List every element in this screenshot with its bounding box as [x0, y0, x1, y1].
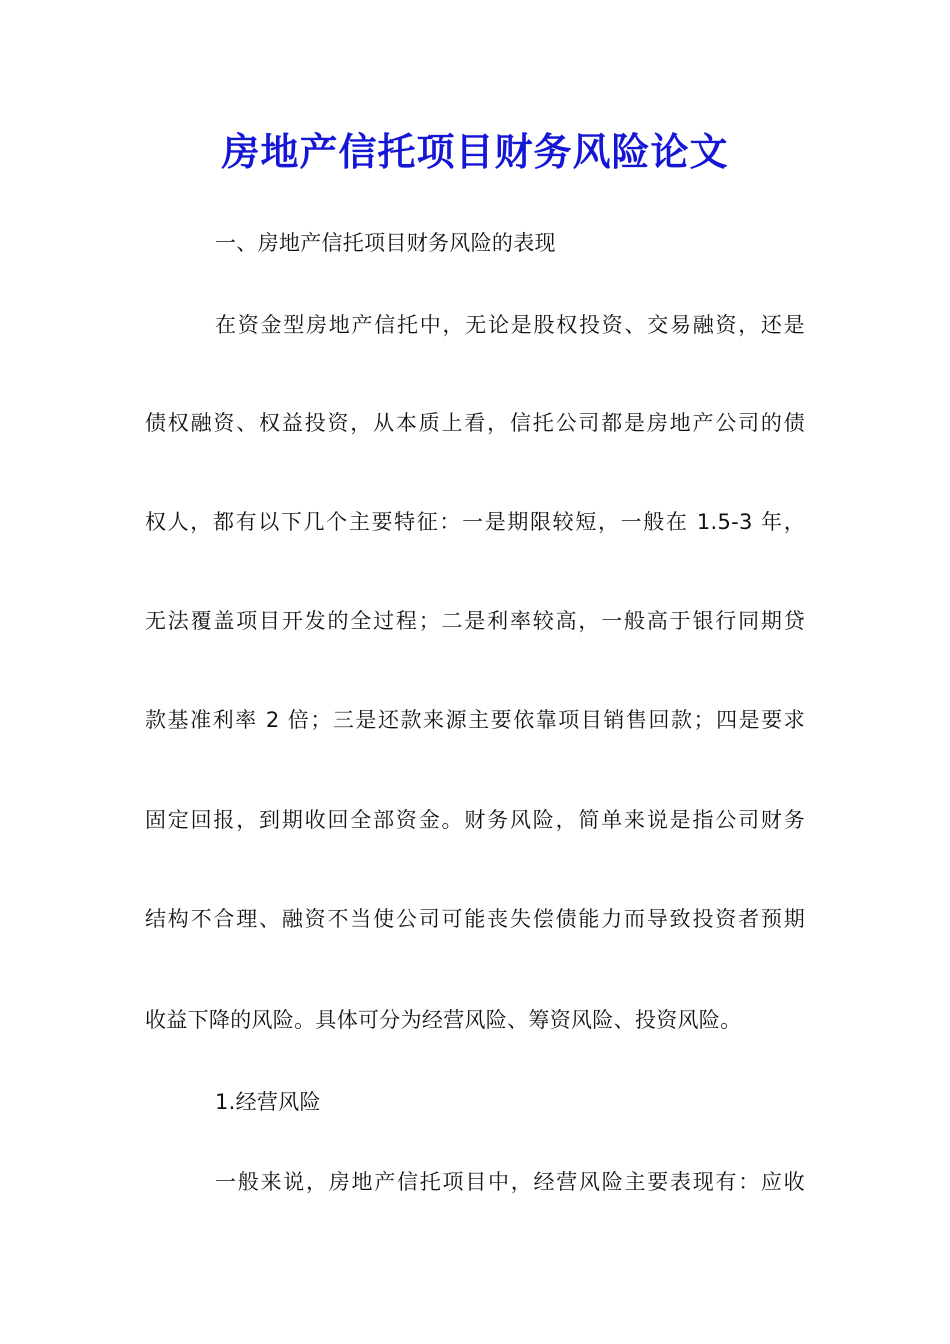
paragraph-line: 结构不合理、融资不当使公司可能丧失偿债能力而导致投资者预期	[145, 907, 805, 931]
paragraph-line: 无法覆盖项目开发的全过程；二是利率较高，一般高于银行同期贷	[145, 609, 805, 633]
paragraph-line: 固定回报，到期收回全部资金。财务风险，简单来说是指公司财务	[145, 808, 805, 832]
paragraph-line: 债权融资、权益投资，从本质上看，信托公司都是房地产公司的债	[145, 411, 805, 435]
paragraph-line: 一般来说，房地产信托项目中，经营风险主要表现有：应收	[215, 1170, 805, 1194]
document-title: 房地产信托项目财务风险论文	[221, 129, 729, 174]
paragraph-line: 款基准利率 2 倍；三是还款来源主要依靠项目销售回款；四是要求	[145, 708, 805, 732]
paragraph-line: 收益下降的风险。具体可分为经营风险、筹资风险、投资风险。	[145, 1008, 742, 1032]
subsection-heading: 1.经营风险	[215, 1090, 321, 1114]
paragraph-line: 在资金型房地产信托中，无论是股权投资、交易融资，还是	[215, 313, 805, 337]
paragraph-line: 权人，都有以下几个主要特征：一是期限较短，一般在 1.5-3 年，	[145, 510, 805, 534]
section-heading: 一、房地产信托项目财务风险的表现	[215, 231, 556, 255]
